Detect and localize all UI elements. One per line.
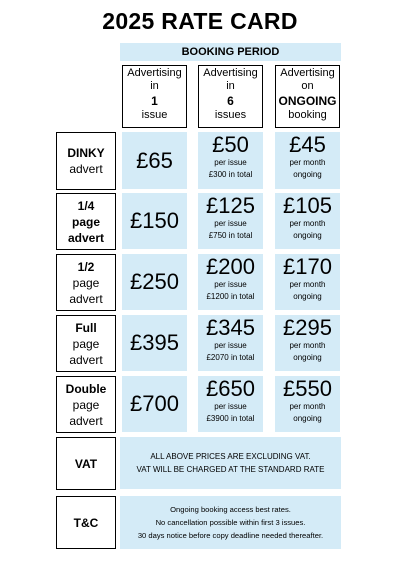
row-label-line: 1/4	[77, 198, 95, 213]
price-note: per month	[289, 341, 326, 350]
price-cell	[198, 254, 263, 310]
price-note: per issue	[214, 280, 247, 289]
row-label-line: page	[72, 275, 100, 290]
price-value: £295	[283, 315, 332, 340]
row-label-line: DINKY	[67, 146, 105, 160]
row-label-line: advert	[69, 352, 103, 367]
column-header-line: Advertising	[203, 67, 258, 79]
price-note: ongoing	[293, 414, 322, 423]
tc-label	[56, 496, 116, 549]
page-title: 2025 RATE CARD	[102, 8, 298, 34]
row-label-line: advert	[69, 413, 103, 428]
row-label-full-page	[56, 315, 116, 372]
price-note: £1200 in total	[206, 292, 255, 301]
price-value: £700	[130, 391, 179, 416]
price-note: per month	[289, 219, 326, 228]
price-cell	[275, 315, 340, 371]
column-header-line: Advertising	[280, 67, 335, 79]
price-cell	[198, 315, 263, 371]
price-cell	[275, 254, 340, 310]
column-header-line: issues	[214, 109, 247, 121]
tc-note-line: No cancellation possible within first 3 issues.	[155, 518, 306, 527]
price-value: £125	[206, 193, 255, 218]
price-value: £170	[283, 254, 332, 279]
row-label-line: VAT	[74, 456, 98, 471]
vat-label	[56, 437, 116, 490]
row-label-double-page	[56, 376, 116, 433]
price-note: ongoing	[293, 231, 322, 240]
price-cell	[122, 254, 187, 310]
row-label-half-page	[56, 254, 116, 311]
row-label-line: page	[71, 214, 100, 229]
price-note: ongoing	[293, 170, 322, 179]
price-value: £650	[206, 376, 255, 401]
price-note: £2070 in total	[206, 353, 255, 362]
price-cell	[275, 193, 340, 249]
price-cell	[198, 376, 263, 432]
tc-note-line: Ongoing booking access best rates.	[170, 505, 291, 514]
column-header-line: on	[301, 80, 314, 92]
column-header-emphasis: 1	[151, 94, 158, 108]
price-note: per month	[289, 402, 326, 411]
tc-note-line: 30 days notice before copy deadline needed thereafter.	[137, 531, 324, 540]
price-value: £250	[130, 269, 179, 294]
price-value: £45	[289, 132, 326, 157]
vat-note-line: VAT WILL BE CHARGED AT THE STANDARD RATE	[136, 465, 325, 474]
price-note: £750 in total	[208, 231, 253, 240]
column-header-emphasis: ONGOING	[278, 94, 337, 108]
price-cell	[122, 132, 187, 189]
row-label-line: Double	[65, 381, 107, 396]
tc-note	[120, 496, 341, 549]
price-cell	[122, 193, 187, 249]
price-value: £105	[283, 193, 332, 218]
column-header-line: in	[226, 80, 235, 92]
price-note: per issue	[214, 402, 247, 411]
row-label-line: page	[72, 336, 100, 351]
price-cell	[275, 376, 340, 432]
price-note: per issue	[214, 219, 247, 228]
row-label-line: 1/2	[77, 259, 95, 274]
column-header-emphasis: 6	[227, 94, 234, 108]
price-value: £395	[130, 330, 179, 355]
row-label-line: advert	[67, 230, 105, 245]
price-note: £3900 in total	[206, 414, 255, 423]
price-note: per month	[289, 158, 326, 167]
price-value: £50	[212, 132, 249, 157]
price-note: ongoing	[293, 292, 322, 301]
vat-note	[120, 437, 341, 489]
column-header-1-issue	[122, 65, 187, 128]
price-cell	[122, 376, 187, 432]
row-label-line: T&C	[73, 515, 99, 530]
price-cell	[122, 315, 187, 371]
row-label-line: advert	[69, 162, 103, 176]
price-note: ongoing	[293, 353, 322, 362]
price-note: £300 in total	[208, 170, 253, 179]
column-header-ongoing	[275, 65, 340, 128]
price-value: £200	[206, 254, 255, 279]
column-header-line: issue	[141, 109, 168, 121]
price-note: per issue	[214, 158, 247, 167]
price-cell	[275, 132, 340, 189]
price-cell	[198, 193, 263, 249]
row-label-line: advert	[69, 291, 103, 306]
price-note: per month	[289, 280, 326, 289]
row-label-quarter-page	[56, 193, 116, 250]
booking-period-header: BOOKING PERIOD	[120, 43, 341, 61]
row-label-dinky	[56, 132, 116, 190]
price-value: £65	[136, 147, 173, 173]
vat-note-line: ALL ABOVE PRICES ARE EXCLUDING VAT.	[150, 452, 311, 461]
price-note: per issue	[214, 341, 247, 350]
column-header-line: in	[150, 80, 159, 92]
row-label-line: Full	[75, 320, 97, 335]
price-cell	[198, 132, 263, 189]
price-value: £150	[130, 208, 179, 233]
price-value: £550	[283, 376, 332, 401]
column-header-line: Advertising	[127, 67, 182, 79]
price-value: £345	[206, 315, 255, 340]
column-header-line: booking	[288, 109, 327, 121]
row-label-line: page	[72, 397, 100, 412]
column-header-6-issues	[198, 65, 263, 128]
